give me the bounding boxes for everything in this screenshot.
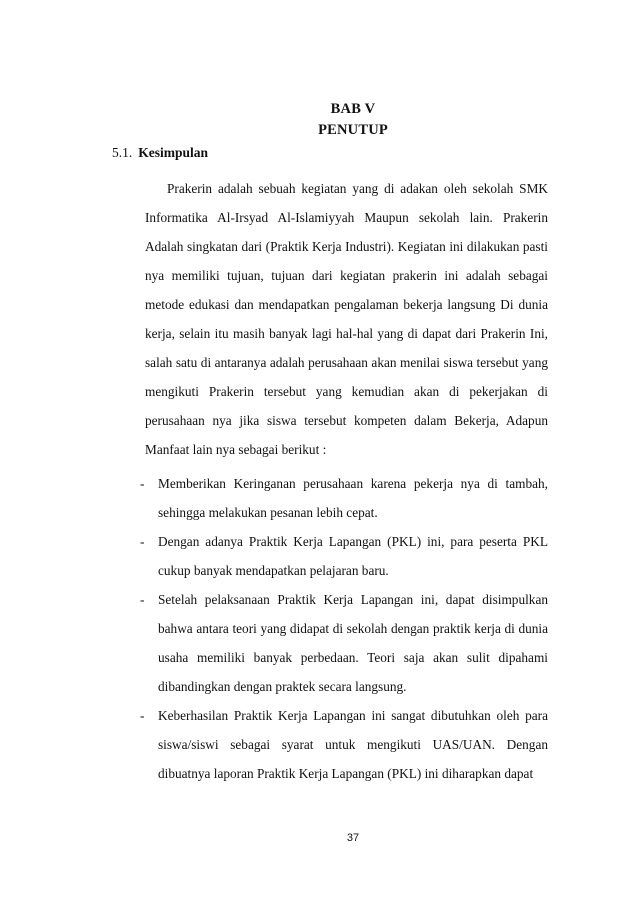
page-number: 37	[346, 832, 360, 844]
bullet-list	[140, 469, 548, 788]
chapter-title: PENUTUP	[318, 122, 388, 138]
list-item-text: Setelah pelaksanaan Praktik Kerja Lapangan ini, dapat disimpulkan bahwa antara teori yang didapat di sekolah dengan praktik kerja di dunia usaha memiliki banyak perbedaan. Teori saja akan sulit dipahami dibandingkan dengan praktek secara langsung.	[158, 592, 548, 694]
list-item	[140, 701, 548, 788]
bullet-marker: -	[140, 534, 145, 549]
list-item-text: Keberhasilan Praktik Kerja Lapangan ini sangat dibutuhkan oleh para siswa/siswi sebagai syarat untuk mengikuti UAS/UAN. Dengan dibuatnya laporan Praktik Kerja Lapangan (PKL) ini diharapkan dapat	[158, 708, 548, 781]
list-item	[140, 527, 548, 585]
list-item	[140, 469, 548, 527]
bullet-marker: -	[140, 708, 145, 723]
section-number: 5.1.	[112, 145, 133, 160]
list-item-text: Dengan adanya Praktik Kerja Lapangan (PKL) ini, para peserta PKL cukup banyak mendapatkan pelajaran baru.	[158, 534, 548, 578]
list-item	[140, 585, 548, 701]
bullet-marker: -	[140, 476, 145, 491]
section-title: Kesimpulan	[138, 145, 209, 160]
list-item-text: Memberikan Keringanan perusahaan karena pekerja nya di tambah, sehingga melakukan pesanan lebih cepat.	[158, 476, 548, 520]
section-heading	[112, 145, 208, 161]
chapter-number: BAB V	[330, 101, 376, 117]
body-paragraph: Prakerin adalah sebuah kegiatan yang di adakan oleh sekolah SMK Informatika Al-Irsyad Al-Islamiyyah Maupun sekolah lain. Prakerin Adalah singkatan dari (Praktik Kerja Industri). Kegiatan ini dilakukan pasti nya memiliki tujuan, tujuan dari kegiatan prakerin ini adalah sebagai metode edukasi dan mendapatkan pengalaman bekerja langsung Di dunia kerja, selain itu masih banyak lagi hal-hal yang di dapat dari Prakerin Ini, salah satu di antaranya adalah perusahaan akan menilai siswa tersebut yang mengikuti Prakerin tersebut yang kemudian akan di pekerjakan di perusahaan nya jika siswa tersebut kompeten dalam Bekerja, Adapun Manfaat lain nya sebagai berikut :	[145, 181, 548, 457]
bullet-marker: -	[140, 592, 145, 607]
